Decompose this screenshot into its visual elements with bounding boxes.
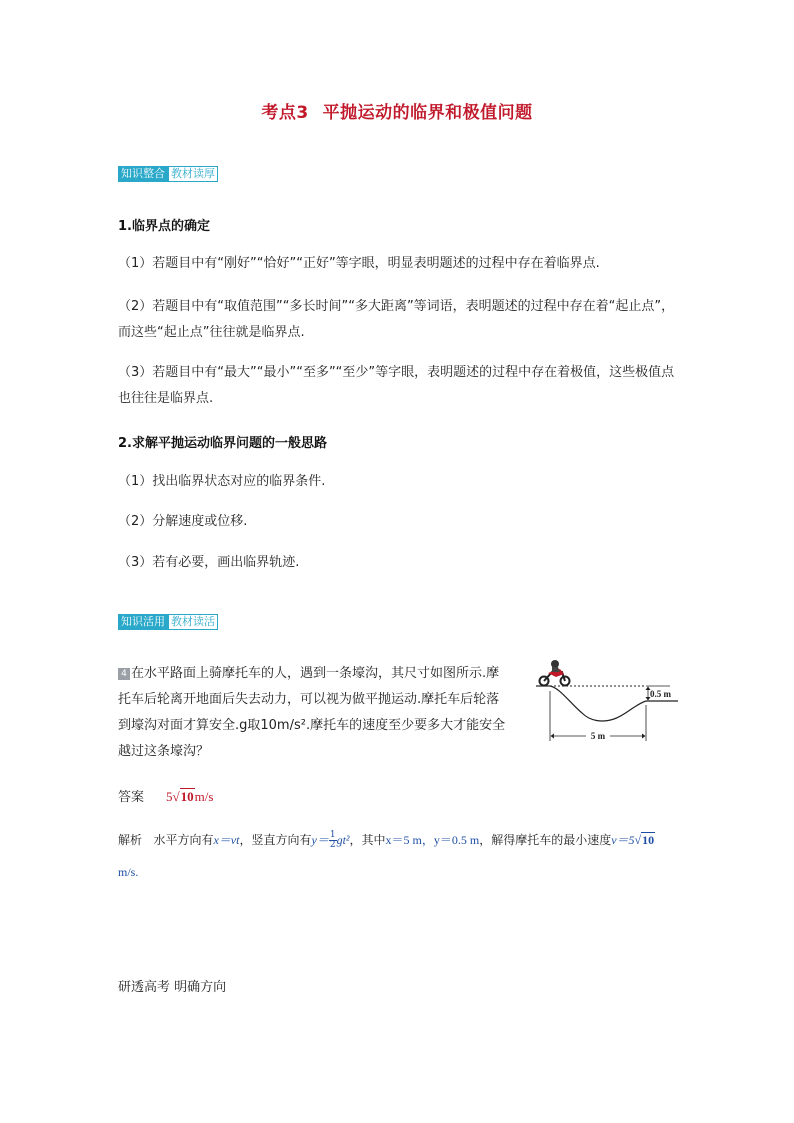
ditch-figure <box>530 655 690 755</box>
badge-knowledge-integration <box>118 166 218 182</box>
equation-vertical-lhs: y＝ <box>311 833 329 847</box>
result-unit: m/s. <box>118 865 139 879</box>
fraction-denominator: 2 <box>329 840 336 850</box>
answer-label: 答案 <box>118 790 145 805</box>
badge-left: 知识活用 <box>118 614 168 630</box>
problem-text: 在水平路面上骑摩托车的人，遇到一条壕沟，其尺寸如图所示.摩托车后轮离开地面后失去动力，可以视为做平抛运动.摩托车后轮落到壕沟对面才算安全.g取10m/s².摩托车的速度至少要多大才能安全越过这条壕沟？ <box>118 666 506 759</box>
page-title <box>0 98 794 123</box>
section-2-item-3: （3）若有必要，画出临界轨迹. <box>118 555 300 570</box>
topic-title: 平抛运动的临界和极值问题 <box>322 103 533 123</box>
result-radicand: 10 <box>642 833 655 847</box>
badge-left: 知识整合 <box>118 166 168 182</box>
answer-value: 5√10m/s <box>166 789 214 804</box>
fraction-numerator: 1 <box>329 830 336 840</box>
analysis-label: 解析 <box>118 833 143 847</box>
analysis-block: 解析 水平方向有x＝vt，竖直方向有y＝ $\frac{1}{2}$ gt²，其中x＝5 m，y＝0.5 m，解得摩托车的最小速度v＝5√10 m/s. <box>118 830 655 879</box>
answer-radicand: 10 <box>180 789 194 804</box>
width-label: 5 m <box>590 731 606 741</box>
answer-coefficient: 5 <box>166 789 173 804</box>
analysis-text: 水平方向有 <box>153 833 214 847</box>
section-1-item-1: （1）若题目中有“刚好”“恰好”“正好”等字眼，明显表明题述的过程中存在着临界点. <box>118 256 600 271</box>
section-2-item-1: （1）找出临界状态对应的临界条件. <box>118 474 326 489</box>
result-lhs: v＝5 <box>611 833 635 847</box>
section-1-item-2: （2）若题目中有“取值范围”“多长时间”“多大距离”等词语，表明题述的过程中存在着“起止点”，而这些“起止点”往往就是临界点. <box>118 299 675 340</box>
equation-vertical-rhs: gt² <box>336 833 350 847</box>
section-1-item-3: （3）若题目中有“最大”“最小”“至多”“至少”等字眼，表明题述的过程中存在着极值，这些极值点也往往是临界点. <box>118 365 675 406</box>
question-number-icon: 4 <box>118 668 130 680</box>
answer-unit: m/s <box>194 789 214 804</box>
motorcycle-icon <box>540 660 570 686</box>
badge-right: 教材读活 <box>168 614 218 630</box>
topic-number: 考点3 <box>261 103 309 123</box>
equation-horizontal: x＝vt <box>213 833 240 847</box>
fraction-one-half <box>329 831 337 850</box>
badge-right: 教材读厚 <box>168 166 218 182</box>
ditch-curve <box>550 686 646 721</box>
problem-text-block <box>118 661 510 765</box>
section-2-item-2: （2）分解速度或位移. <box>118 514 248 529</box>
analysis-text: ，解得摩托车的最小速度 <box>479 833 612 847</box>
analysis-text: ，其中 <box>349 833 386 847</box>
footer-section-title: 研透高考 明确方向 <box>118 980 227 995</box>
answer-line <box>118 786 213 805</box>
height-label: 0.5 m <box>650 689 671 699</box>
analysis-text: ，竖直方向有 <box>239 833 312 847</box>
section-1-heading: 1.临界点的确定 <box>118 219 210 234</box>
given-values: x＝5 m，y＝0.5 m <box>385 833 480 847</box>
badge-knowledge-application <box>118 614 218 630</box>
section-2-heading: 2.求解平抛运动临界问题的一般思路 <box>118 436 327 451</box>
